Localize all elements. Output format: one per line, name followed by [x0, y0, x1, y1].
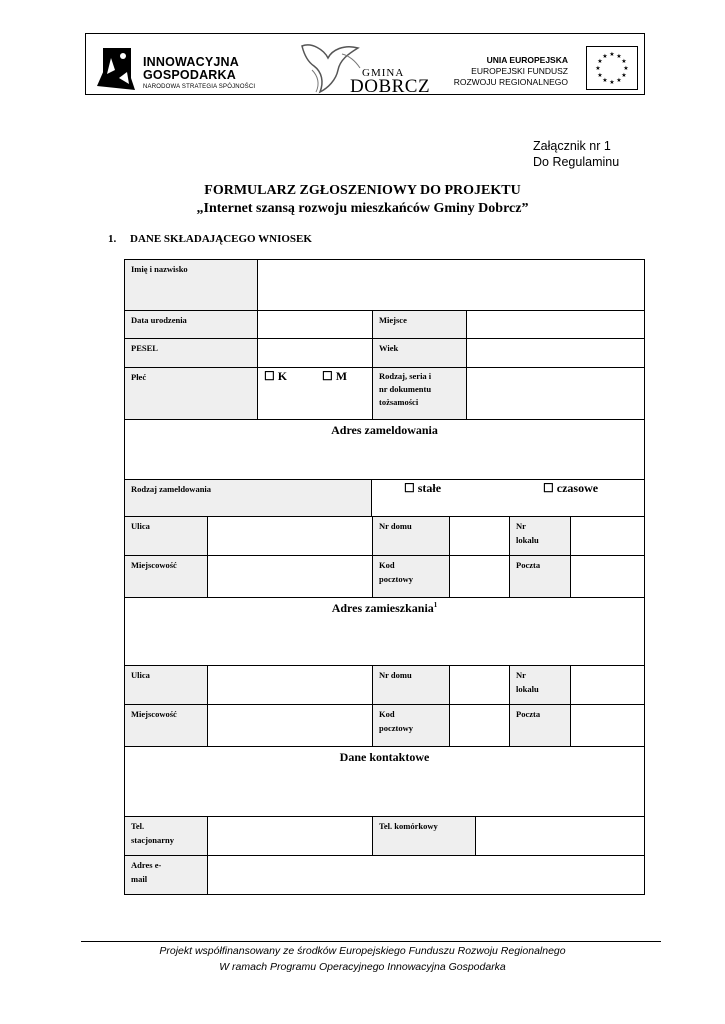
res-post-office-field[interactable]	[570, 704, 645, 747]
svg-text:★: ★	[597, 58, 603, 65]
birth-place-field[interactable]	[466, 310, 645, 339]
registered-address-header: Adres zameldowania	[124, 419, 645, 480]
age-label: Wiek	[372, 338, 467, 368]
reg-postcode-field[interactable]	[449, 555, 510, 598]
registration-type-label: Rodzaj zameldowania	[124, 479, 372, 517]
checkbox-icon: ☐	[264, 369, 275, 383]
innovation-logo-text: INNOWACYJNA GOSPODARKA	[143, 55, 239, 82]
pesel-label: PESEL	[124, 338, 258, 368]
phone-field[interactable]	[207, 816, 373, 856]
footer-line1: Projekt współfinansowany ze środków Europejskiego Funduszu Rozwoju Regionalnego	[159, 945, 566, 957]
gmina-logo-line2: DOBRCZ	[350, 76, 431, 97]
project-name: „Internet szansą rozwoju mieszkańców Gminy Dobrcz”	[196, 201, 529, 216]
registration-temporary-option[interactable]: ☐ czasowe	[543, 481, 599, 495]
svg-text:★: ★	[602, 77, 608, 84]
res-city-field[interactable]	[207, 704, 373, 747]
svg-text:★: ★	[621, 72, 627, 79]
res-postcode-label: Kod pocztowy	[372, 704, 450, 747]
registration-permanent-option[interactable]: ☐ stałe	[404, 481, 442, 495]
reg-post-office-label: Poczta	[509, 555, 571, 598]
svg-text:★: ★	[616, 77, 622, 84]
res-house-no-field[interactable]	[449, 665, 510, 705]
name-label: Imię i nazwisko	[124, 259, 258, 311]
attachment-note: Załącznik nr 1 Do Regulaminu	[533, 139, 620, 169]
form-title: FORMULARZ ZGŁOSZENIOWY DO PROJEKTU	[204, 183, 521, 198]
svg-text:★: ★	[609, 79, 615, 86]
mobile-label: Tel. komórkowy	[372, 816, 476, 856]
reg-flat-no-label: Nr lokalu	[509, 516, 571, 556]
innovation-logo-subtitle: NARODOWA STRATEGIA SPÓJNOŚCI	[143, 84, 256, 90]
footer-line2: W ramach Programu Operacyjnego Innowacyjna Gospodarka	[219, 961, 506, 973]
mobile-field[interactable]	[475, 816, 645, 856]
reg-house-no-field[interactable]	[449, 516, 510, 556]
svg-text:★: ★	[616, 53, 622, 60]
gmina-logo-line1: GMINA	[362, 67, 405, 79]
svg-text:★: ★	[597, 72, 603, 79]
residence-address-header: Adres zamieszkania$^1$	[124, 597, 645, 666]
res-post-office-label: Poczta	[509, 704, 571, 747]
birth-date-field[interactable]	[257, 310, 373, 339]
sex-male-option[interactable]: ☐ M	[322, 369, 348, 383]
innovation-economy-logo-icon	[97, 44, 135, 92]
eu-logo-text: UNIA EUROPEJSKA EUROPEJSKI FUNDUSZ ROZWOJU REGIONALNEGO	[453, 55, 568, 87]
reg-city-field[interactable]	[207, 555, 373, 598]
svg-text:★: ★	[595, 65, 601, 72]
res-street-field[interactable]	[207, 665, 373, 705]
reg-street-label: Ulica	[124, 516, 208, 556]
reg-postcode-label: Kod pocztowy	[372, 555, 450, 598]
sex-female-option[interactable]: ☐ K	[264, 369, 288, 383]
res-flat-no-label: Nr lokalu	[509, 665, 571, 705]
footer-divider	[81, 941, 661, 942]
id-document-field[interactable]	[466, 367, 645, 420]
reg-flat-no-field[interactable]	[570, 516, 645, 556]
svg-text:★: ★	[623, 65, 629, 72]
svg-text:★: ★	[609, 51, 615, 58]
section-heading: DANE SKŁADAJĄCEGO WNIOSEK	[130, 233, 312, 245]
svg-text:★: ★	[621, 58, 627, 65]
res-house-no-label: Nr domu	[372, 665, 450, 705]
birth-date-label: Data urodzenia	[124, 310, 258, 339]
res-city-label: Miejscowość	[124, 704, 208, 747]
name-field[interactable]	[257, 259, 645, 311]
checkbox-icon: ☐	[404, 481, 415, 495]
sex-label: Płeć	[124, 367, 258, 420]
birth-place-label: Miejsce	[372, 310, 467, 339]
contact-header: Dane kontaktowe	[124, 746, 645, 817]
email-label: Adres e- mail	[124, 855, 208, 895]
phone-label: Tel. stacjonarny	[124, 816, 208, 856]
reg-house-no-label: Nr domu	[372, 516, 450, 556]
eu-flag-icon	[586, 46, 638, 90]
id-document-label: Rodzaj, seria i nr dokumentu tożsamości	[372, 367, 467, 420]
res-flat-no-field[interactable]	[570, 665, 645, 705]
section-number: 1.	[108, 233, 117, 245]
pesel-field[interactable]	[257, 338, 373, 368]
email-field[interactable]	[207, 855, 645, 895]
checkbox-icon: ☐	[322, 369, 333, 383]
svg-text:★: ★	[602, 53, 608, 60]
footnote-marker: 1	[433, 601, 438, 609]
reg-street-field[interactable]	[207, 516, 373, 556]
reg-post-office-field[interactable]	[570, 555, 645, 598]
age-field[interactable]	[466, 338, 645, 368]
res-postcode-field[interactable]	[449, 704, 510, 747]
checkbox-icon: ☐	[543, 481, 554, 495]
reg-city-label: Miejscowość	[124, 555, 208, 598]
res-street-label: Ulica	[124, 665, 208, 705]
